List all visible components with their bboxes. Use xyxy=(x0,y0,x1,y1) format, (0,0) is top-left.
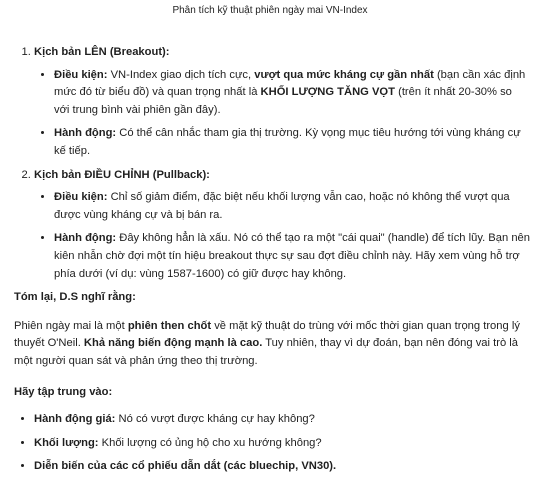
bold-text: phiên then chốt xyxy=(127,319,212,332)
bold-text: Hành động giá: xyxy=(34,413,116,426)
scenario-title: 1. Kịch bản LÊN (Breakout): xyxy=(34,46,170,58)
text-run: Có thể cân nhắc tham gia thị trường. Kỳ vọng mục tiêu hướng tới vùng kháng cự kế tiếp. xyxy=(54,127,521,157)
bold-text: vượt qua mức kháng cự gần nhất xyxy=(254,68,434,81)
text-run: Khối lượng có ủng hộ cho xu hướng không? xyxy=(98,436,322,449)
focus-item-price-action xyxy=(34,411,530,429)
scenario-list xyxy=(14,44,530,283)
text-run: Phiên ngày mai là một xyxy=(14,319,128,332)
message-content xyxy=(14,44,530,482)
text-run: về mặt kỹ thuật do trùng với mốc thời gian quan trọng trong lý thuyết O'Neil. xyxy=(14,319,520,350)
scenario-points xyxy=(34,67,530,161)
text-run: Chỉ số giảm điểm, đặc biệt nếu khối lượng vẫn cao, hoặc nó không thể vượt qua được vùng kháng cự và bị bán ra. xyxy=(54,191,510,221)
scenario-condition xyxy=(54,67,530,120)
scenario-breakout xyxy=(34,44,530,161)
text-run: (trên ít nhất 20-30% so với trung bình vài phiên gần đây). xyxy=(54,86,512,116)
focus-item-leaders xyxy=(34,458,530,476)
scenario-points xyxy=(34,189,530,283)
bold-text: Điều kiện: xyxy=(54,68,108,81)
focus-list xyxy=(14,411,530,476)
scenario-title: 2. Kịch bản ĐIỀU CHỈNH (Pullback): xyxy=(34,168,210,181)
window-title: Phân tích kỹ thuật phiên ngày mai VN-Index xyxy=(172,5,368,16)
scenario-action xyxy=(54,125,530,160)
text-run: Tuy nhiên, thay vì dự đoán, bạn nên đóng vai trò là một người quan sát và phản ứng theo thị trường. xyxy=(14,337,518,367)
bold-text: KHỐI LƯỢNG TĂNG VỌT xyxy=(260,86,395,99)
bold-text: Khả năng biến động mạnh là cao. xyxy=(83,337,263,350)
summary-heading: Tóm lại, D.S nghĩ rằng: xyxy=(14,291,136,304)
focus-heading: Hãy tập trung vào: xyxy=(14,385,113,398)
bold-text: Hành động: xyxy=(54,232,117,245)
bold-text: Hành động: xyxy=(54,127,117,140)
bold-text: Khối lượng: xyxy=(34,436,99,449)
scenario-action xyxy=(54,230,530,283)
focus-item-volume xyxy=(34,435,530,453)
scenario-condition xyxy=(54,189,530,224)
bold-text: Điều kiện: xyxy=(54,191,108,204)
scroll-fade xyxy=(0,20,540,36)
text-run: Nó có vượt được kháng cự hay không? xyxy=(115,413,315,426)
text-run: (bạn cần xác định mức đó từ biểu đồ) và quan trọng nhất là xyxy=(54,68,526,99)
text-run: Đây không hẳn là xấu. Nó có thể tạo ra một "cái quai" (handle) để tích lũy. Bạn nên kiên nhẫn chờ đợi một tín hiệu breakout thực sự sau đợt điều chỉnh này. Hãy xem vùng hỗ trợ phía dưới (ví dụ: vùng 1587-1600) có giữ được hay không. xyxy=(54,232,530,280)
bold-text: Diễn biến của các cổ phiếu dẫn dắt (các bluechip, VN30). xyxy=(34,460,337,473)
text-run: VN-Index giao dịch tích cực, xyxy=(107,68,255,81)
summary-paragraph xyxy=(14,318,530,371)
scenario-pullback xyxy=(34,167,530,284)
